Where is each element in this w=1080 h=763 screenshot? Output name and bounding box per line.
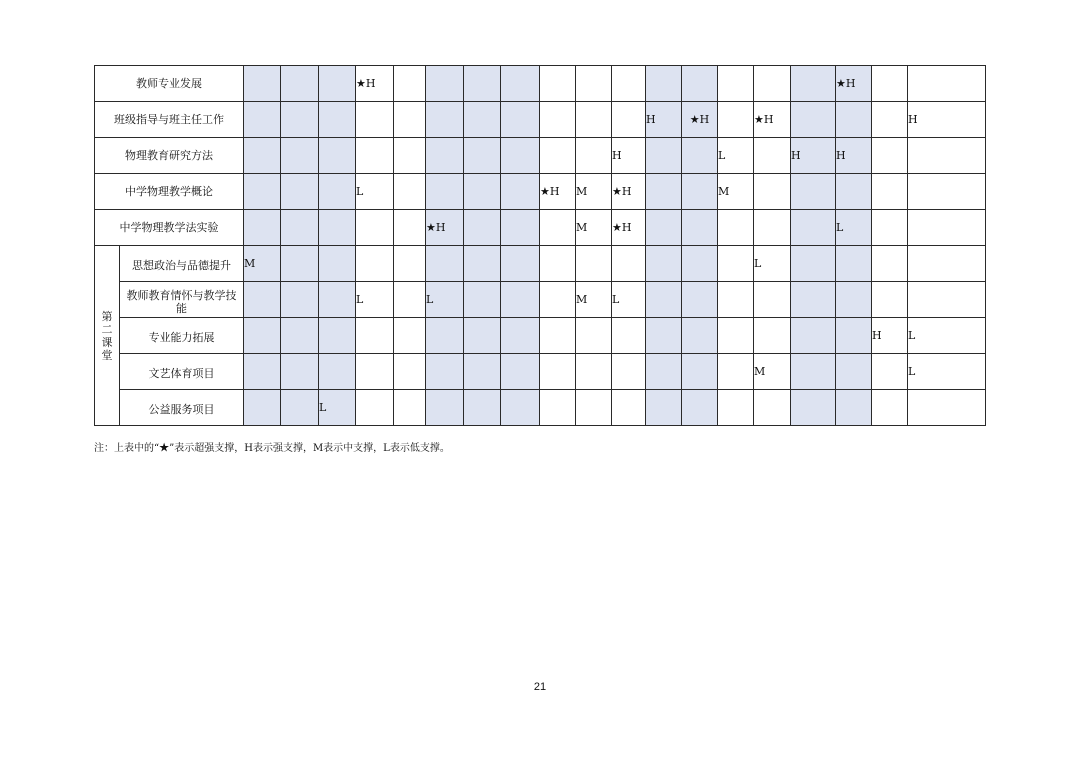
support-level-cell xyxy=(501,390,540,426)
support-level-cell xyxy=(394,390,426,426)
support-level-cell: H xyxy=(872,318,908,354)
support-level-cell: M xyxy=(244,246,281,282)
support-level-cell xyxy=(908,138,986,174)
support-level-cell: L xyxy=(319,390,356,426)
support-level-cell xyxy=(872,246,908,282)
support-level-cell xyxy=(612,246,646,282)
support-level-cell xyxy=(872,282,908,318)
support-level-cell xyxy=(718,354,754,390)
support-level-cell xyxy=(576,66,612,102)
support-level-cell: M xyxy=(718,174,754,210)
support-level-cell: M xyxy=(576,282,612,318)
page-number: 21 xyxy=(533,681,547,693)
support-level-cell xyxy=(682,318,718,354)
support-level-cell: M xyxy=(754,354,791,390)
support-level-cell xyxy=(394,246,426,282)
support-level-cell: H xyxy=(612,138,646,174)
support-level-cell xyxy=(576,318,612,354)
support-level-cell: ★H xyxy=(540,174,576,210)
support-level-cell xyxy=(394,102,426,138)
support-level-cell xyxy=(646,210,682,246)
support-level-cell xyxy=(836,318,872,354)
support-level-cell xyxy=(791,390,836,426)
support-level-cell xyxy=(356,246,394,282)
support-level-cell xyxy=(356,390,394,426)
support-level-cell xyxy=(576,390,612,426)
support-level-cell xyxy=(426,138,464,174)
support-level-cell xyxy=(872,66,908,102)
support-level-cell xyxy=(646,282,682,318)
support-level-cell xyxy=(501,102,540,138)
support-level-cell xyxy=(836,246,872,282)
support-level-cell xyxy=(718,246,754,282)
support-level-cell: ★H xyxy=(612,174,646,210)
support-level-cell xyxy=(319,66,356,102)
support-level-cell: ★H xyxy=(612,210,646,246)
support-level-cell: L xyxy=(754,246,791,282)
group-label-cell xyxy=(95,246,120,426)
matrix-body xyxy=(95,66,986,426)
course-name-cell: 教师专业发展 xyxy=(95,66,244,102)
table-row xyxy=(95,246,986,282)
table-footnote: 注：上表中的“★”表示超强支撑，H表示强支撑，M表示中支撑，L表示低支撑。 xyxy=(94,443,450,454)
support-level-cell xyxy=(244,210,281,246)
support-level-cell xyxy=(791,318,836,354)
support-level-cell xyxy=(540,246,576,282)
support-level-cell xyxy=(612,66,646,102)
support-level-cell xyxy=(356,210,394,246)
support-level-cell xyxy=(646,138,682,174)
support-level-cell xyxy=(646,354,682,390)
support-level-cell: L xyxy=(356,174,394,210)
support-level-cell xyxy=(244,354,281,390)
table-row xyxy=(95,318,986,354)
support-level-cell: ★H xyxy=(356,66,394,102)
course-name-cell: 中学物理教学法实验 xyxy=(95,210,244,246)
support-level-cell xyxy=(394,210,426,246)
support-level-cell xyxy=(244,390,281,426)
support-level-cell xyxy=(682,246,718,282)
support-level-cell xyxy=(281,210,319,246)
support-level-cell xyxy=(791,102,836,138)
support-level-cell xyxy=(319,354,356,390)
support-level-cell xyxy=(646,174,682,210)
support-level-cell xyxy=(754,174,791,210)
support-level-cell xyxy=(791,282,836,318)
support-level-cell xyxy=(281,138,319,174)
support-level-cell xyxy=(394,138,426,174)
support-level-cell xyxy=(281,246,319,282)
support-level-cell xyxy=(464,102,501,138)
support-level-cell xyxy=(540,282,576,318)
support-level-cell xyxy=(281,282,319,318)
support-level-cell xyxy=(754,66,791,102)
support-level-cell xyxy=(682,138,718,174)
support-level-cell xyxy=(540,102,576,138)
support-level-cell xyxy=(872,138,908,174)
support-level-cell xyxy=(836,102,872,138)
support-level-cell xyxy=(682,390,718,426)
support-level-cell xyxy=(356,318,394,354)
support-level-cell xyxy=(576,354,612,390)
support-level-cell xyxy=(612,102,646,138)
table-row xyxy=(95,102,986,138)
support-level-cell xyxy=(540,138,576,174)
table-row xyxy=(95,174,986,210)
support-level-cell xyxy=(646,390,682,426)
support-level-cell xyxy=(908,246,986,282)
table-row xyxy=(95,354,986,390)
support-level-cell xyxy=(394,354,426,390)
support-level-cell xyxy=(612,354,646,390)
support-level-cell: ★H xyxy=(682,102,718,138)
support-level-cell xyxy=(540,390,576,426)
support-level-cell xyxy=(464,354,501,390)
support-level-cell: ★H xyxy=(754,102,791,138)
support-level-cell: L xyxy=(718,138,754,174)
support-level-cell xyxy=(464,210,501,246)
support-level-cell: M xyxy=(576,210,612,246)
support-level-cell xyxy=(718,66,754,102)
table-row xyxy=(95,138,986,174)
support-level-cell xyxy=(281,174,319,210)
support-level-cell xyxy=(540,318,576,354)
support-level-cell xyxy=(356,138,394,174)
support-level-cell xyxy=(836,174,872,210)
course-name-cell: 中学物理教学概论 xyxy=(95,174,244,210)
table-row xyxy=(95,282,986,318)
support-level-cell xyxy=(540,66,576,102)
support-level-cell xyxy=(791,354,836,390)
support-level-cell xyxy=(540,210,576,246)
support-level-cell: H xyxy=(646,102,682,138)
support-level-cell: L xyxy=(356,282,394,318)
support-level-cell: L xyxy=(908,318,986,354)
support-level-cell xyxy=(791,174,836,210)
support-level-cell xyxy=(319,102,356,138)
support-level-cell xyxy=(464,390,501,426)
course-name-cell: 教师教育情怀与教学技能 xyxy=(120,282,244,318)
support-level-cell xyxy=(394,174,426,210)
support-level-cell xyxy=(464,282,501,318)
support-level-cell xyxy=(754,318,791,354)
support-level-cell xyxy=(501,246,540,282)
support-level-cell xyxy=(718,102,754,138)
support-level-cell xyxy=(908,390,986,426)
support-level-cell xyxy=(646,246,682,282)
support-level-cell xyxy=(836,390,872,426)
support-level-cell xyxy=(281,66,319,102)
support-level-cell xyxy=(464,138,501,174)
support-level-cell xyxy=(426,390,464,426)
support-level-cell xyxy=(791,246,836,282)
support-level-cell xyxy=(281,354,319,390)
support-level-cell xyxy=(872,390,908,426)
table-row xyxy=(95,66,986,102)
support-level-cell xyxy=(836,282,872,318)
course-name-cell: 思想政治与品德提升 xyxy=(120,246,244,282)
support-level-cell xyxy=(682,282,718,318)
support-level-cell xyxy=(908,174,986,210)
support-level-cell xyxy=(464,318,501,354)
support-level-cell xyxy=(501,66,540,102)
support-level-cell xyxy=(426,318,464,354)
support-level-cell: H xyxy=(836,138,872,174)
support-level-cell: L xyxy=(908,354,986,390)
support-level-cell xyxy=(501,138,540,174)
support-level-cell xyxy=(754,282,791,318)
support-level-cell xyxy=(612,318,646,354)
support-level-cell xyxy=(281,318,319,354)
support-level-cell xyxy=(464,246,501,282)
support-level-cell xyxy=(718,390,754,426)
support-level-cell xyxy=(281,390,319,426)
table-row xyxy=(95,210,986,246)
support-level-cell xyxy=(319,246,356,282)
support-level-cell xyxy=(540,354,576,390)
support-level-cell xyxy=(872,174,908,210)
support-level-cell xyxy=(244,318,281,354)
support-level-cell xyxy=(646,66,682,102)
support-level-cell xyxy=(682,354,718,390)
support-level-cell xyxy=(791,66,836,102)
support-level-cell xyxy=(754,390,791,426)
support-level-cell xyxy=(908,66,986,102)
support-level-cell xyxy=(426,174,464,210)
course-name-cell: 文艺体育项目 xyxy=(120,354,244,390)
support-level-cell: ★H xyxy=(836,66,872,102)
support-level-cell xyxy=(836,354,872,390)
course-name-cell: 物理教育研究方法 xyxy=(95,138,244,174)
support-level-cell xyxy=(394,282,426,318)
support-level-cell xyxy=(908,210,986,246)
support-level-cell: ★H xyxy=(426,210,464,246)
course-name-cell: 班级指导与班主任工作 xyxy=(95,102,244,138)
support-level-cell xyxy=(464,66,501,102)
support-level-cell xyxy=(791,210,836,246)
support-level-cell xyxy=(244,282,281,318)
support-level-cell xyxy=(612,390,646,426)
support-level-cell xyxy=(576,246,612,282)
support-level-cell xyxy=(356,102,394,138)
support-level-cell xyxy=(244,174,281,210)
support-level-cell: H xyxy=(908,102,986,138)
course-name-cell: 专业能力拓展 xyxy=(120,318,244,354)
curriculum-support-matrix xyxy=(94,65,986,426)
support-level-cell xyxy=(718,210,754,246)
support-level-cell xyxy=(319,210,356,246)
support-level-cell: H xyxy=(791,138,836,174)
support-level-cell xyxy=(576,102,612,138)
support-level-cell xyxy=(426,102,464,138)
support-level-cell xyxy=(244,138,281,174)
support-level-cell xyxy=(319,282,356,318)
support-level-cell xyxy=(281,102,319,138)
support-level-cell xyxy=(426,246,464,282)
support-level-cell xyxy=(244,102,281,138)
support-level-cell xyxy=(464,174,501,210)
group-label: 第二课堂 xyxy=(101,309,113,362)
support-level-cell xyxy=(682,66,718,102)
support-level-cell xyxy=(319,138,356,174)
support-level-cell xyxy=(426,354,464,390)
support-level-cell xyxy=(319,174,356,210)
support-level-cell xyxy=(244,66,281,102)
support-level-cell xyxy=(501,282,540,318)
support-level-cell xyxy=(501,174,540,210)
support-level-cell xyxy=(576,138,612,174)
support-level-cell: L xyxy=(612,282,646,318)
support-level-cell xyxy=(646,318,682,354)
support-level-cell xyxy=(718,318,754,354)
support-level-cell xyxy=(682,174,718,210)
support-level-cell: L xyxy=(836,210,872,246)
support-level-cell xyxy=(718,282,754,318)
support-level-cell xyxy=(426,66,464,102)
support-level-cell xyxy=(872,210,908,246)
table-row xyxy=(95,390,986,426)
course-name-cell: 公益服务项目 xyxy=(120,390,244,426)
support-level-cell xyxy=(356,354,394,390)
support-level-cell xyxy=(319,318,356,354)
support-level-cell xyxy=(682,210,718,246)
support-level-cell: M xyxy=(576,174,612,210)
support-level-cell xyxy=(754,138,791,174)
support-level-cell xyxy=(872,354,908,390)
support-level-cell: L xyxy=(426,282,464,318)
support-level-cell xyxy=(394,318,426,354)
support-level-cell xyxy=(501,210,540,246)
support-level-cell xyxy=(501,318,540,354)
support-level-cell xyxy=(394,66,426,102)
support-level-cell xyxy=(501,354,540,390)
support-level-cell xyxy=(754,210,791,246)
support-level-cell xyxy=(908,282,986,318)
support-level-cell xyxy=(872,102,908,138)
